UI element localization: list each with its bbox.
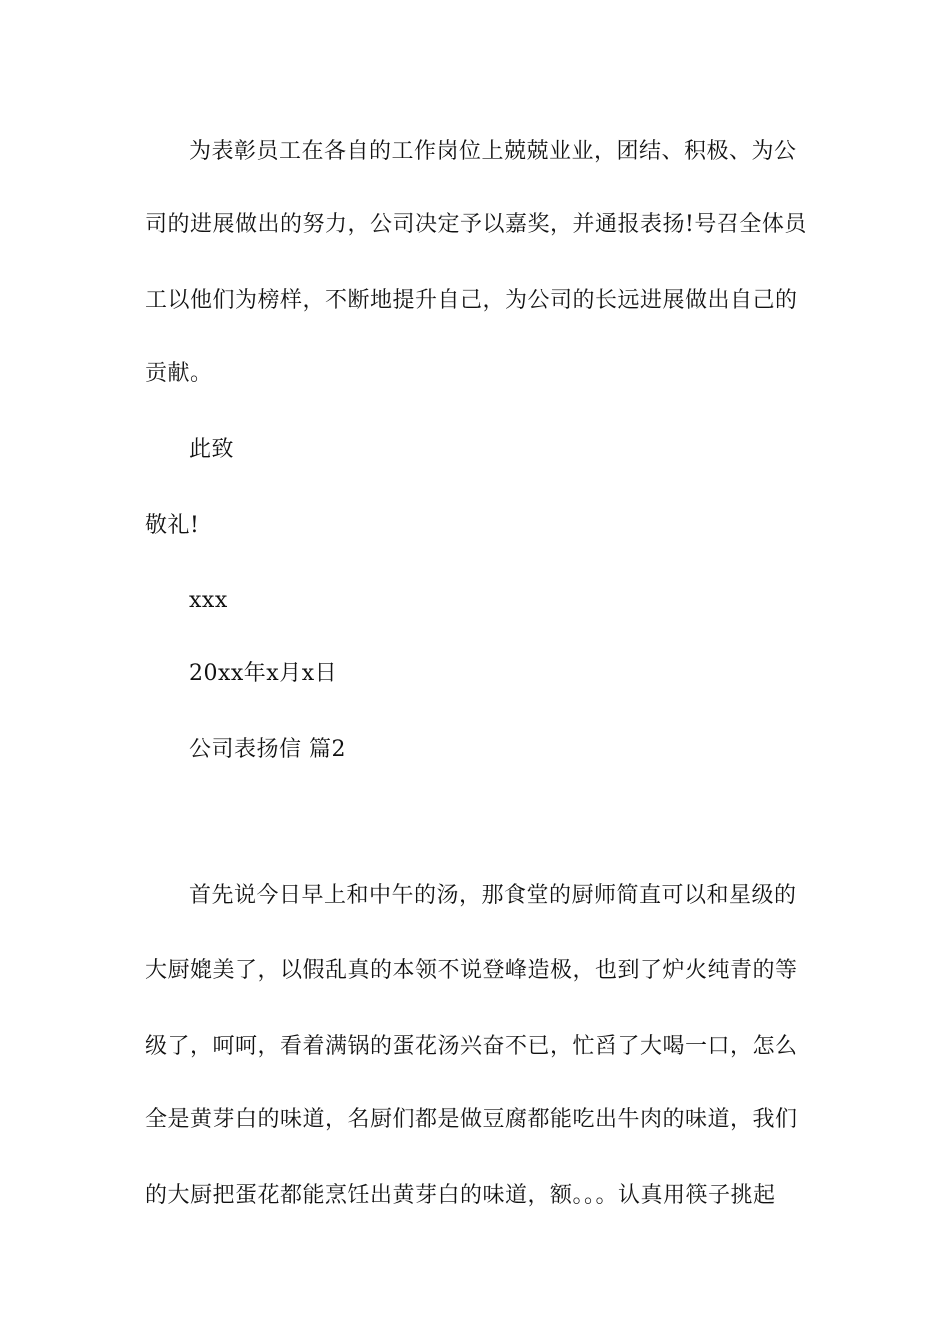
- paragraph-1-line-3: 工以他们为榜样，不断地提升自己，为公司的长远进展做出自己的: [145, 288, 798, 313]
- section-title: 公司表扬信 篇2: [189, 737, 346, 762]
- signature-text: xxx: [189, 588, 228, 613]
- paragraph-2-line-5: 的大厨把蛋花都能烹饪出黄芽白的味道，额。。。认真用筷子挑起: [145, 1183, 776, 1208]
- date-text: 20xx年x月x日: [189, 661, 338, 686]
- paragraph-1-line-2: 司的进展做出的努力，公司决定予以嘉奖，并通报表扬!号召全体员: [145, 212, 807, 237]
- paragraph-2-line-3: 级了，呵呵，看着满锅的蛋花汤兴奋不已，忙舀了大喝一口，怎么: [145, 1034, 798, 1059]
- paragraph-2-line-4: 全是黄芽白的味道，名厨们都是做豆腐都能吃出牛肉的味道，我们: [145, 1107, 798, 1132]
- closing-text: 此致: [189, 437, 235, 462]
- paragraph-1-line-1: 为表彰员工在各自的工作岗位上兢兢业业，团结、积极、为公: [189, 139, 797, 164]
- paragraph-2-line-2: 大厨媲美了，以假乱真的本领不说登峰造极，也到了炉火纯青的等: [145, 958, 798, 983]
- paragraph-1-line-4: 贡献。: [145, 361, 213, 386]
- paragraph-2-line-1: 首先说今日早上和中午的汤，那食堂的厨师简直可以和星级的: [189, 883, 797, 908]
- salute-text: 敬礼!: [145, 513, 200, 538]
